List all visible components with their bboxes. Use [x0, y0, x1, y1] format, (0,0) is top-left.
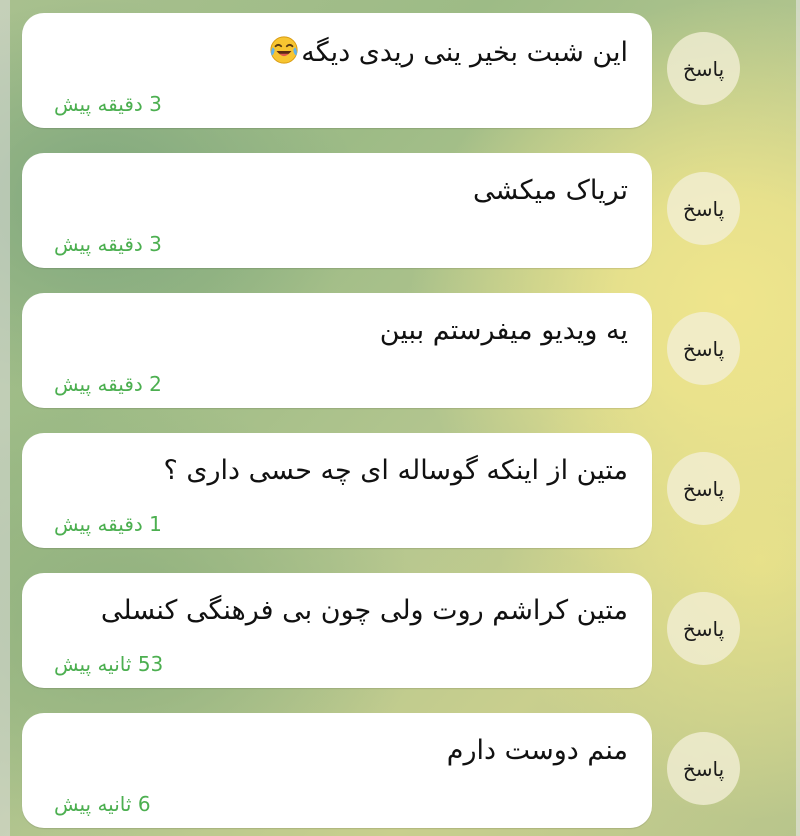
message-timestamp: 53 ثانیه پیش [54, 652, 164, 676]
message-bubble[interactable] [22, 153, 652, 268]
message-timestamp: 2 دقیقه پیش [54, 372, 162, 396]
reply-button[interactable]: پاسخ [667, 732, 740, 805]
message-row [0, 13, 800, 131]
message-bubble[interactable] [22, 433, 652, 548]
message-text-wrapper [269, 35, 628, 68]
message-row [0, 433, 800, 551]
reply-button[interactable]: پاسخ [667, 172, 740, 245]
message-bubble[interactable] [22, 13, 652, 128]
message-text: یه ویدیو میفرستم ببین [379, 315, 628, 346]
message-timestamp: 3 دقیقه پیش [54, 92, 162, 116]
message-bubble[interactable] [22, 713, 652, 828]
message-timestamp: 6 ثانیه پیش [54, 792, 151, 816]
message-row [0, 713, 800, 831]
message-timestamp: 1 دقیقه پیش [54, 512, 162, 536]
reply-button[interactable]: پاسخ [667, 592, 740, 665]
reply-button[interactable]: پاسخ [667, 452, 740, 525]
message-text: این شبت بخیر ینی ریدی دیگه [301, 37, 628, 68]
reply-button[interactable]: پاسخ [667, 32, 740, 105]
message-text: تریاک میکشی [472, 175, 628, 206]
reply-button[interactable]: پاسخ [667, 312, 740, 385]
message-row [0, 153, 800, 271]
message-row [0, 573, 800, 691]
message-text: منم دوست دارم [446, 735, 628, 766]
message-bubble[interactable] [22, 573, 652, 688]
message-bubble[interactable] [22, 293, 652, 408]
message-timestamp: 3 دقیقه پیش [54, 232, 162, 256]
message-text: متین از اینکه گوساله ای چه حسی داری ؟ [163, 455, 628, 486]
message-row [0, 293, 800, 411]
face-with-tears-of-joy-icon [269, 35, 299, 65]
message-text: متین کراشم روت ولی چون بی فرهنگی کنسلی [100, 595, 628, 626]
